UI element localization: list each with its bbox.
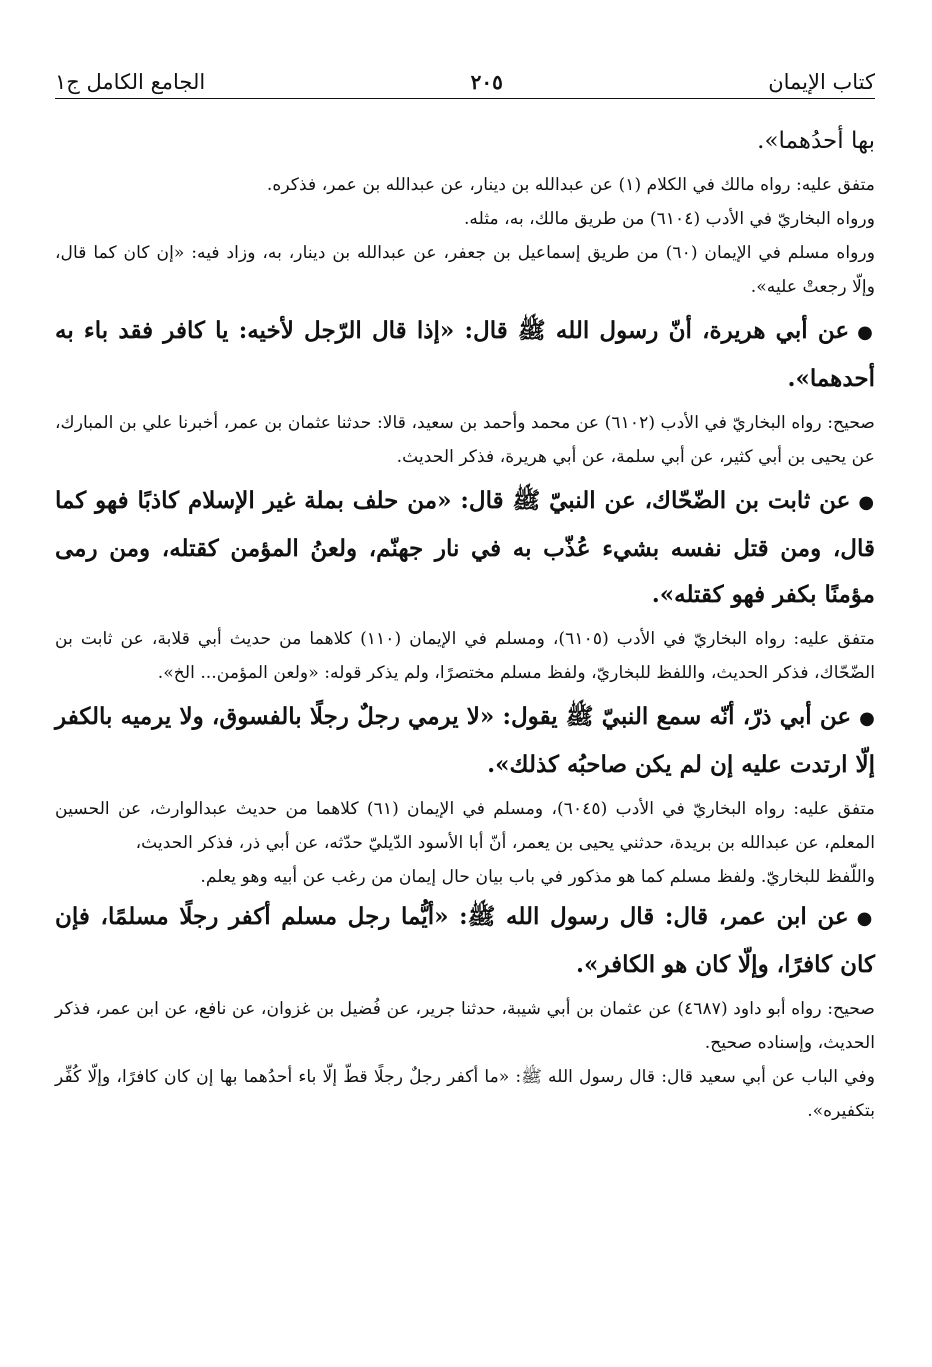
takhrij-note: واللّفظ للبخاريّ. ولفظ مسلم كما هو مذكور في باب بيان حال إيمان من رغب عن أبيه وهو يعلم. (200, 867, 875, 887)
hadith-paragraph (55, 694, 875, 788)
hadith-text: عن أبي ذرّ، أنّه سمع النبيّ ﷺ يقول: «لا يرمي رجلٌ رجلًا بالفسوق، ولا يرميه بالكفر إلّا ارتدت عليه إن لم يكن صاحبُه كذلك». (55, 703, 875, 778)
takhrij-note: صحيح: رواه أبو داود (٤٦٨٧) عن عثمان بن أبي شيبة، حدثنا جرير، عن فُضيل بن غزوان، عن نافع، عن ابن عمر، فذكر الحديث، وإسناده صحيح. (55, 999, 875, 1053)
takhrij-note: وفي الباب عن أبي سعيد قال: قال رسول الله ﷺ: «ما أكفر رجلٌ رجلًا قطّ إلّا باء أحدُهما بها إن كان كافرًا، وإلّا كُفِّر بتكفيره». (55, 1067, 875, 1121)
hadith-text: عن ثابت بن الضّحّاك، عن النبيّ ﷺ قال: «من حلف بملة غير الإسلام كاذبًا فهو كما قال، ومن قتل نفسه بشيء عُذّب به في نار جهنّم، ولعنُ المؤمن كقتله، ومن رمى مؤمنًا بكفر فهو كقتله». (55, 487, 875, 608)
running-header (55, 54, 875, 94)
bullet-icon: ● (857, 322, 875, 343)
header-rule (55, 98, 875, 99)
bullet-icon: ● (858, 492, 875, 513)
takhrij-note: متفق عليه: رواه البخاريّ في الأدب (٦٠٤٥)، ومسلم في الإيمان (٦١) كلاهما من حديث عبدالوارث، عن الحسين المعلم، عن عبدالله بن بريدة، حدثني يحيى بن يعمر، أنّ أبا الأسود الدّيليّ حدّثه، عن أبي ذر، فذكر الحديث، (55, 799, 875, 853)
bullet-icon: ● (859, 708, 875, 729)
hadith-text: عن ابن عمر، قال: قال رسول الله ﷺ: «أيُّما رجل مسلم أكفر رجلًا مسلمًا، فإن كان كافرًا، وإلّا كان هو الكافر». (55, 903, 875, 978)
takhrij-note: متفق عليه: رواه البخاريّ في الأدب (٦١٠٥)، ومسلم في الإيمان (١١٠) كلاهما من حديث أبي قلابة، عن ثابت بن الضّحّاك، فذكر الحديث، واللفظ للبخاريّ، ولفظ مسلم مختصرًا، ولم يذكر قوله: «ولعن المؤمن... الخ». (55, 629, 875, 683)
text-continuation: بها أحدُهما». (757, 128, 875, 154)
body-text (55, 118, 875, 1128)
header-book-title: كتاب الإيمان (768, 70, 875, 94)
takhrij-note: ورواه مسلم في الإيمان (٦٠) من طريق إسماعيل بن جعفر، عن عبدالله بن دينار، به، وزاد فيه: «إن كان كما قال، وإلّا رجعتْ عليه». (55, 243, 875, 297)
takhrij-note: ورواه البخاريّ في الأدب (٦١٠٤) من طريق مالك، به، مثله. (463, 209, 875, 229)
hadith-paragraph (55, 308, 875, 402)
bullet-icon: ● (856, 908, 875, 929)
hadith-paragraph (55, 894, 875, 988)
takhrij-note: صحيح: رواه البخاريّ في الأدب (٦١٠٢) عن محمد وأحمد بن سعيد، قالا: حدثنا عثمان بن عمر، أخبرنا علي بن المبارك، عن يحيى بن أبي كثير، عن أبي سلمة، عن أبي هريرة، فذكر الحديث. (55, 413, 876, 467)
hadith-paragraph (55, 478, 875, 618)
takhrij-note: متفق عليه: رواه مالك في الكلام (١) عن عبدالله بن دينار، عن عبدالله بن عمر، فذكره. (266, 175, 875, 195)
header-volume-title: الجامع الكامل ج١ (55, 70, 206, 94)
page-number: ٢٠٥ (470, 70, 503, 94)
hadith-text: عن أبي هريرة، أنّ رسول الله ﷺ قال: «إذا قال الرّجل لأخيه: يا كافر فقد باء به أحدهما». (55, 317, 875, 392)
